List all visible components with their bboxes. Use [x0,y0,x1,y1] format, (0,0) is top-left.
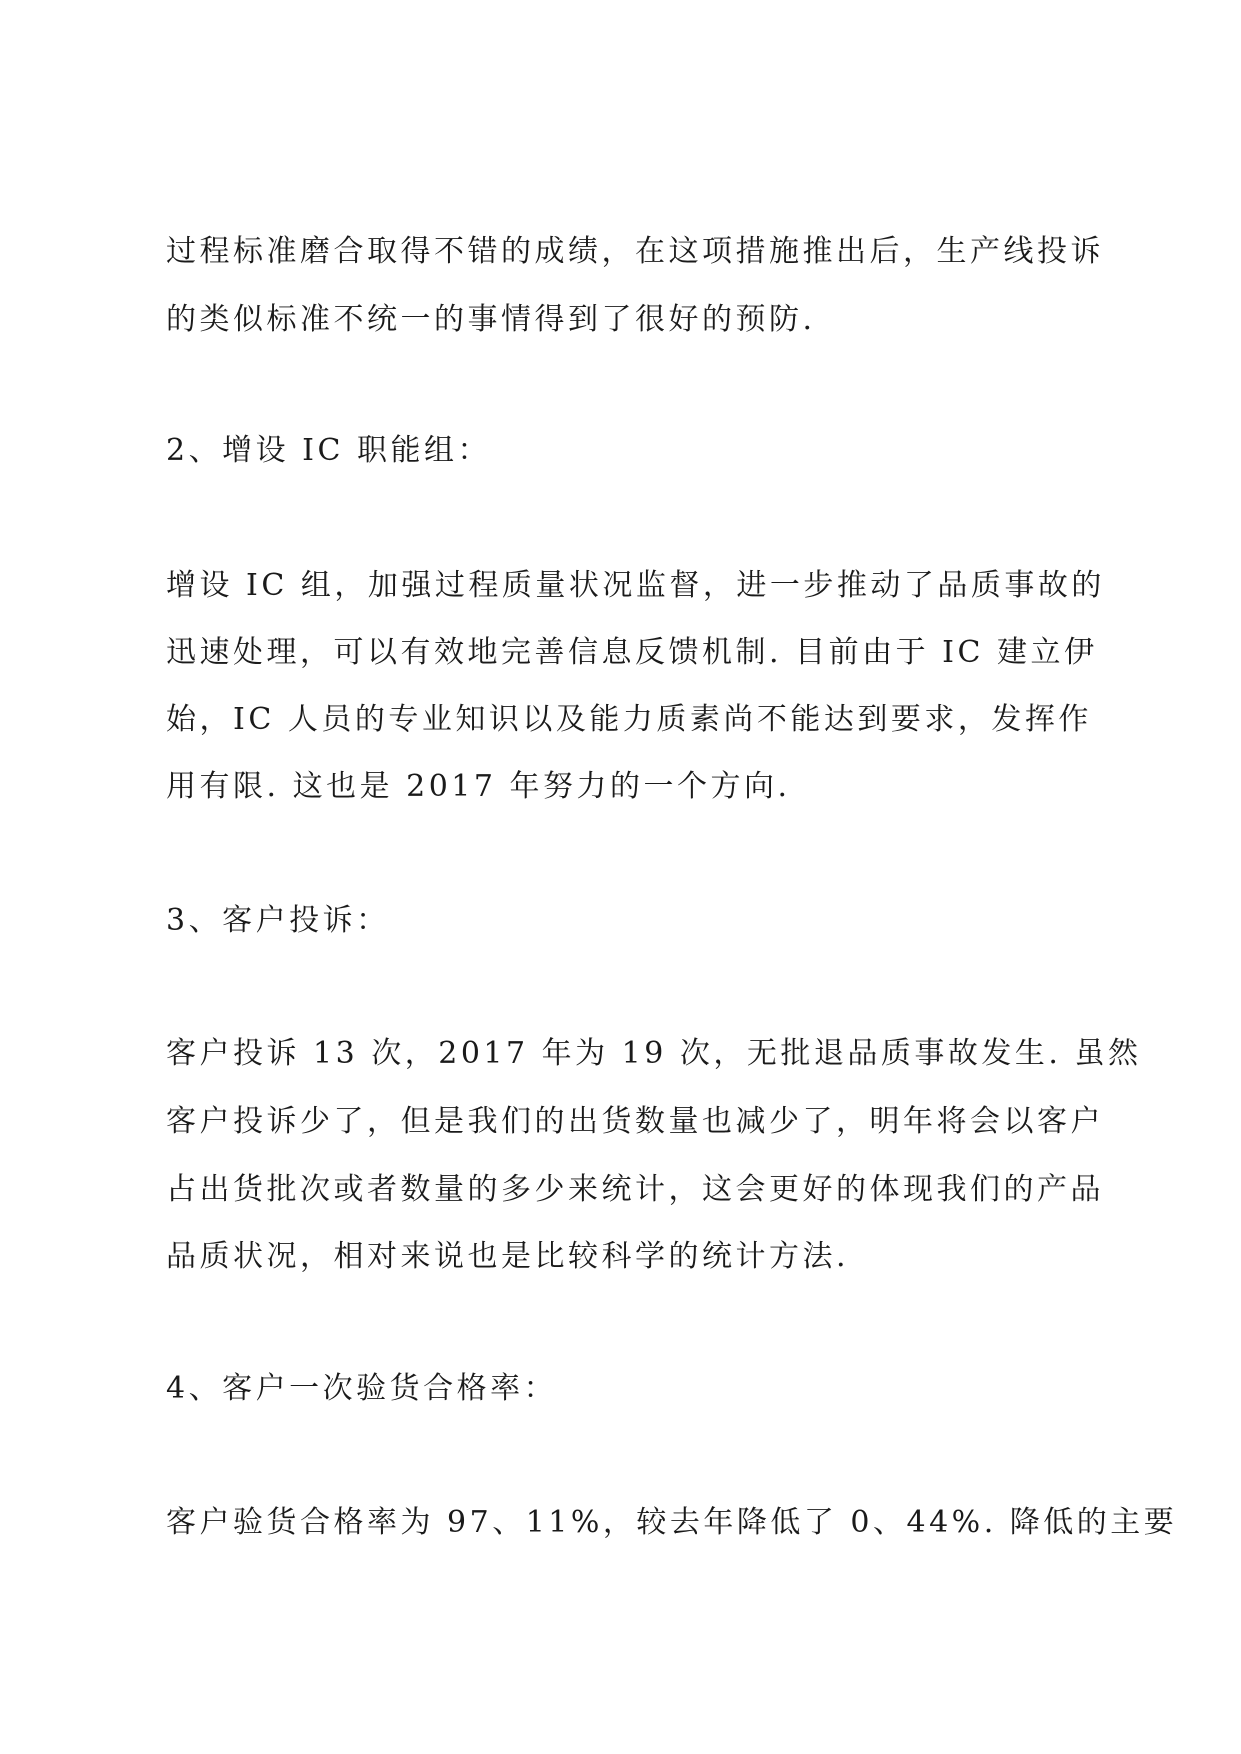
section-heading-4: 4、客户一次验货合格率： [166,1371,558,1406]
paragraph-3-line-3: 占出货批次或者数量的多少来统计，这会更好的体现我们的产品 [166,1172,1104,1207]
paragraph-3-line-4: 品质状况，相对来说也是比较科学的统计方法. [166,1239,850,1274]
paragraph-2-line-4: 用有限. 这也是 2017 年努力的一个方向. [166,769,791,804]
paragraph-3-line-1: 客户投诉 13 次，2017 年为 19 次，无批退品质事故发生. 虽然 [166,1036,1142,1071]
paragraph-1-line-1: 过程标准磨合取得不错的成绩，在这项措施推出后，生产线投诉 [166,234,1104,269]
paragraph-3-line-2: 客户投诉少了，但是我们的出货数量也减少了，明年将会以客户 [166,1104,1104,1139]
paragraph-2-line-1: 增设 IC 组，加强过程质量状况监督，进一步推动了品质事故的 [166,568,1105,603]
paragraph-2-line-3: 始，IC 人员的专业知识以及能力质素尚不能达到要求，发挥作 [166,702,1092,737]
section-heading-3: 3、客户投诉： [166,903,390,938]
paragraph-2-line-2: 迅速处理，可以有效地完善信息反馈机制. 目前由于 IC 建立伊 [166,635,1098,670]
section-heading-2: 2、增设 IC 职能组： [166,433,491,468]
paragraph-1-line-2: 的类似标准不统一的事情得到了很好的预防. [166,302,816,337]
paragraph-4-line-1: 客户验货合格率为 97、11%，较去年降低了 0、44%. 降低的主要 [166,1505,1178,1540]
